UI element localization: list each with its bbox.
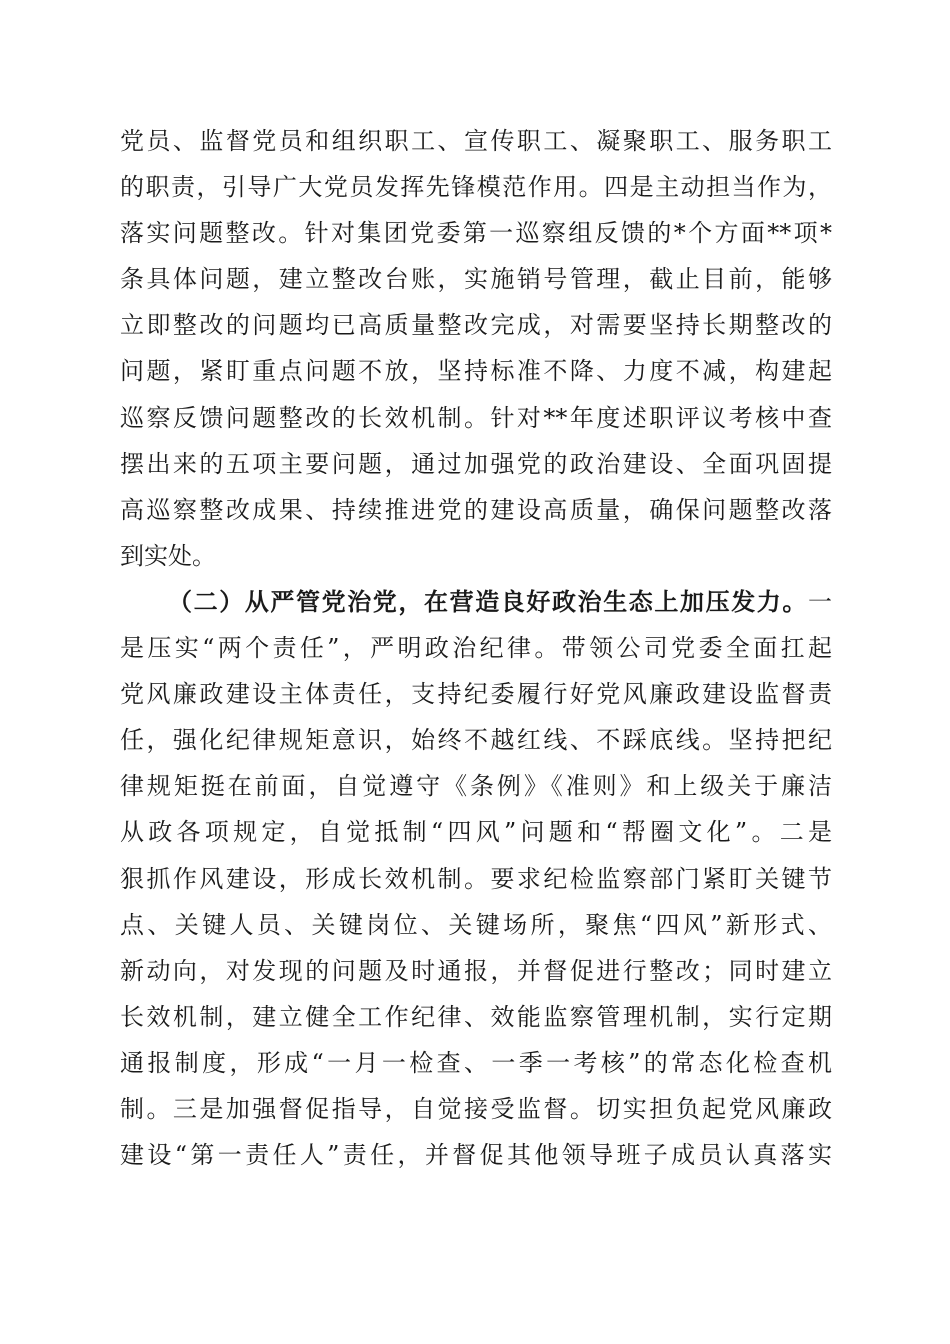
paragraph-line: 是压实“两个责任”，严明政治纪律。带领公司党委全面扛起 (120, 634, 832, 663)
paragraph-line: 长效机制，建立健全工作纪律、效能监察管理机制，实行定期 (120, 1002, 832, 1031)
paragraph-line: 落实问题整改。针对集团党委第一巡察组反馈的*个方面**项* (120, 219, 832, 248)
paragraph-line: 任，强化纪律规矩意识，始终不越红线、不踩底线。坚持把纪 (120, 726, 832, 755)
paragraph-line: 狠抓作风建设，形成长效机制。要求纪检监察部门紧盯关键节 (120, 864, 832, 893)
section-heading-line (120, 579, 832, 625)
paragraph-line: 巡察反馈问题整改的长效机制。针对**年度述职评议考核中查 (120, 403, 832, 432)
document-body (120, 118, 832, 1178)
paragraph-line: 立即整改的问题均已高质量整改完成，对需要坚持长期整改的 (120, 311, 832, 340)
paragraph-line: 律规矩挺在前面，自觉遵守《条例》《准则》和上级关于廉洁 (120, 772, 832, 801)
paragraph-line: 高巡察整改成果、持续推进党的建设高质量，确保问题整改落 (120, 495, 832, 524)
paragraph-line: 建设“第一责任人”责任，并督促其他领导班子成员认真落实 (120, 1141, 832, 1170)
section-heading-tail: 一 (808, 587, 832, 616)
paragraph-line: 到实处。 (120, 541, 216, 570)
section-heading: （二）从严管党治党，在营造良好政治生态上加压发力。 (168, 586, 808, 616)
paragraph-line: 点、关键人员、关键岗位、关键场所，聚焦“四风”新形式、 (120, 910, 832, 939)
paragraph-line: 摆出来的五项主要问题，通过加强党的政治建设、全面巩固提 (120, 449, 832, 478)
paragraph-line: 通报制度，形成“一月一检查、一季一考核”的常态化检查机 (120, 1048, 832, 1077)
paragraph-line: 问题，紧盯重点问题不放，坚持标准不降、力度不减，构建起 (120, 357, 832, 386)
paragraph-line: 的职责，引导广大党员发挥先锋模范作用。四是主动担当作为， (120, 173, 832, 202)
paragraph-line: 党风廉政建设主体责任，支持纪委履行好党风廉政建设监督责 (120, 680, 832, 709)
paragraph-line: 条具体问题，建立整改台账，实施销号管理，截止目前，能够 (120, 265, 832, 294)
paragraph-line: 新动向，对发现的问题及时通报，并督促进行整改；同时建立 (120, 956, 832, 985)
paragraph-line: 从政各项规定，自觉抵制“四风”问题和“帮圈文化”。二是 (120, 818, 832, 847)
paragraph-line: 制。三是加强督促指导，自觉接受监督。切实担负起党风廉政 (120, 1094, 832, 1123)
paragraph-line: 党员、监督党员和组织职工、宣传职工、凝聚职工、服务职工 (120, 127, 832, 155)
